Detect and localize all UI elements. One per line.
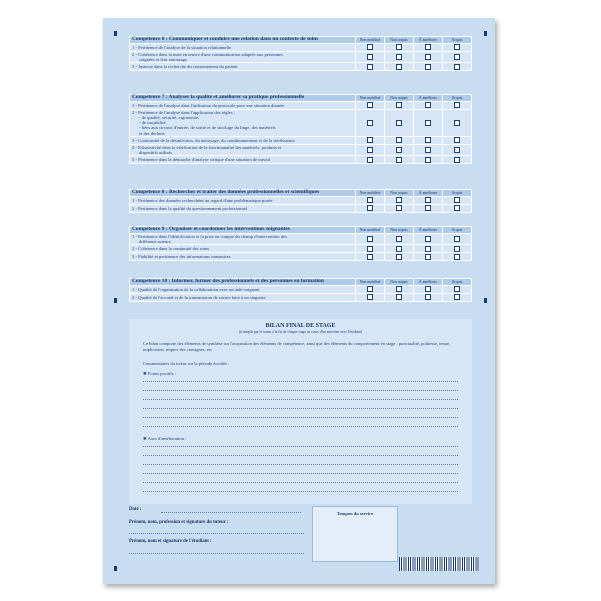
competence-table: [129, 278, 472, 302]
criterion-row: [130, 245, 472, 253]
criterion-label: [130, 136, 356, 144]
criterion-label: [130, 233, 356, 244]
checkbox-cell: [356, 43, 385, 51]
checkbox[interactable]: [396, 294, 402, 300]
checkbox-cell: [443, 101, 472, 109]
column-header: Non mobilisé: [356, 227, 385, 234]
criterion-text: 2 - Cohérence dans la continuité des soins: [132, 246, 210, 252]
checkbox[interactable]: [454, 246, 460, 252]
checkbox[interactable]: [396, 137, 402, 143]
checkbox[interactable]: [454, 254, 460, 260]
checkbox[interactable]: [425, 137, 431, 143]
barcode: [399, 557, 479, 571]
checkbox-cell: [443, 293, 472, 301]
checkbox-cell: [385, 233, 414, 244]
checkbox[interactable]: [425, 157, 431, 163]
criterion-row: [130, 285, 472, 293]
checkbox-cell: [356, 136, 385, 144]
column-header: Acquis: [443, 279, 472, 286]
checkbox-cell: [443, 245, 472, 253]
competence-title: Compétence 8 : Rechercher et traiter des données professionnelles et scientifiques: [130, 190, 356, 197]
criterion-text: 2 - Pertinence dans la qualité du questionnement professionnel: [132, 205, 248, 211]
registration-mark-bottom-left: [114, 566, 117, 571]
checkbox-cell: [385, 109, 414, 136]
checkbox-cell: [443, 144, 472, 155]
checkbox-cell: [414, 43, 443, 51]
bilan-subtitle: (à remplir par le tuteur à la fin de chaque stage au cours d'un entretien avec l'étudiant): [238, 330, 363, 334]
checkbox[interactable]: [396, 44, 402, 50]
checkbox[interactable]: [367, 157, 373, 163]
criterion-row: [130, 156, 472, 164]
service-stamp-label: Tampon du service: [336, 511, 374, 516]
criterion-text: 2 - Cohérence dans la mise en œuvre d'une communication adaptée aux personnes: [132, 51, 283, 57]
checkbox[interactable]: [454, 64, 460, 70]
column-header: Non mobilisé: [356, 190, 385, 197]
column-header: Non mobilisé: [356, 95, 385, 102]
criterion-text: dispositifs utilisés: [139, 150, 173, 156]
checkbox[interactable]: [454, 205, 460, 211]
checkbox[interactable]: [396, 286, 402, 292]
competence-title: Compétence 9 : Organiser et coordonner les interventions soignantes: [130, 227, 356, 234]
criterion-row: [130, 253, 472, 261]
column-header: À améliorer: [414, 279, 443, 286]
checkbox-cell: [385, 204, 414, 212]
writing-line[interactable]: [143, 390, 458, 391]
tutor-comments-label: Commentaires du tuteur sur la période écoulée :: [143, 361, 230, 366]
improvement-label: [143, 436, 186, 442]
competence-table: [129, 189, 472, 213]
checkbox[interactable]: [425, 102, 431, 108]
checkbox-cell: [443, 156, 472, 164]
column-header: Non acquis: [385, 37, 414, 44]
criterion-text: 1 - Pertinence de l'analyse de la situation relationnelle: [132, 44, 232, 50]
column-header: Non mobilisé: [356, 279, 385, 286]
criterion-row: [130, 233, 472, 244]
criterion-row: [130, 63, 472, 71]
checkbox[interactable]: [425, 294, 431, 300]
checkbox[interactable]: [396, 120, 402, 126]
checkbox[interactable]: [454, 137, 460, 143]
checkbox-cell: [385, 285, 414, 293]
checkbox[interactable]: [454, 147, 460, 153]
criterion-text: 2 - Pertinence de l'analyse dans l'application des règles :: [132, 109, 236, 115]
checkbox[interactable]: [367, 205, 373, 211]
checkbox[interactable]: [454, 294, 460, 300]
tutor-signature-line[interactable]: [129, 533, 304, 534]
checkbox[interactable]: [425, 205, 431, 211]
improvement-text: Axes d'amélioration :: [147, 436, 187, 441]
checkbox[interactable]: [425, 64, 431, 70]
bullet-icon: ✱: [143, 371, 148, 376]
checkbox-cell: [414, 109, 443, 136]
checkbox-cell: [443, 43, 472, 51]
column-header: Non acquis: [385, 227, 414, 234]
criterion-row: [130, 101, 472, 109]
checkbox-cell: [443, 253, 472, 261]
checkbox[interactable]: [425, 54, 431, 60]
criterion-row: [130, 293, 472, 301]
checkbox[interactable]: [425, 44, 431, 50]
checkbox-cell: [414, 144, 443, 155]
checkbox-cell: [414, 293, 443, 301]
criterion-label: [130, 285, 356, 293]
criterion-label: [130, 196, 356, 204]
checkbox-cell: [356, 63, 385, 71]
writing-line[interactable]: [143, 464, 458, 465]
checkbox[interactable]: [425, 147, 431, 153]
writing-line[interactable]: [143, 417, 458, 418]
criterion-label: [130, 101, 356, 109]
checkbox-cell: [443, 109, 472, 136]
checkbox[interactable]: [396, 157, 402, 163]
checkbox[interactable]: [367, 102, 373, 108]
column-header: Acquis: [443, 227, 472, 234]
checkbox-cell: [414, 51, 443, 62]
criterion-text: - liées aux circuits d'entrée, de sortie et de stockage du linge, des matériels: [139, 125, 276, 131]
checkbox-cell: [414, 245, 443, 253]
checkbox-cell: [414, 63, 443, 71]
column-header: Non acquis: [385, 190, 414, 197]
criterion-text: - de qualité, sécurité, ergonomie,: [139, 115, 200, 120]
checkbox-cell: [385, 156, 414, 164]
criterion-label: [130, 43, 356, 51]
checkbox-cell: [356, 101, 385, 109]
competence-table: [129, 94, 472, 164]
bilan-section: [129, 319, 472, 504]
criterion-row: [130, 51, 472, 62]
checkbox-cell: [443, 204, 472, 212]
criterion-text: 1 - Pertinence de l'analyse dans l'utilisation du protocole pour une situation donnée: [132, 102, 285, 108]
checkbox-cell: [443, 285, 472, 293]
checkbox[interactable]: [367, 44, 373, 50]
criterion-label: [130, 109, 356, 136]
checkbox[interactable]: [425, 286, 431, 292]
checkbox[interactable]: [454, 54, 460, 60]
checkbox[interactable]: [367, 147, 373, 153]
checkbox-cell: [385, 245, 414, 253]
criterion-text: 2 - Qualité de l'accueil et de la transmission de savoir-faire à un stagiaire: [132, 294, 266, 300]
checkbox-cell: [385, 144, 414, 155]
column-header: Acquis: [443, 37, 472, 44]
checkbox[interactable]: [454, 197, 460, 203]
checkbox[interactable]: [367, 137, 373, 143]
checkbox-cell: [356, 253, 385, 261]
checkbox[interactable]: [454, 102, 460, 108]
checkbox[interactable]: [454, 286, 460, 292]
checkbox-cell: [414, 253, 443, 261]
writing-line[interactable]: [143, 482, 458, 483]
date-label: Date :: [129, 507, 142, 512]
criterion-label: [130, 253, 356, 261]
column-header: Non acquis: [385, 95, 414, 102]
criterion-row: [130, 144, 472, 155]
registration-mark-top-left: [114, 31, 117, 36]
criterion-text: et des déchets: [139, 130, 165, 136]
checkbox-cell: [385, 196, 414, 204]
checkbox-cell: [414, 233, 443, 244]
writing-line[interactable]: [143, 408, 458, 409]
competence-title: Compétence 7 : Analyser la qualité et améliorer sa pratique professionnelle: [130, 95, 356, 102]
column-header: À améliorer: [414, 37, 443, 44]
criterion-text: 4 - Exhaustivité dans la vérification de la fonctionnalité des matériels, produits et: [132, 144, 282, 150]
criterion-text: - de traçabilité,: [139, 120, 167, 126]
criterion-label: [130, 156, 356, 164]
column-header: À améliorer: [414, 190, 443, 197]
checkbox[interactable]: [425, 197, 431, 203]
writing-line[interactable]: [143, 399, 458, 400]
checkbox-cell: [414, 204, 443, 212]
checkbox[interactable]: [396, 197, 402, 203]
checkbox[interactable]: [396, 102, 402, 108]
checkbox[interactable]: [396, 205, 402, 211]
writing-line[interactable]: [143, 491, 458, 492]
checkbox[interactable]: [367, 246, 373, 252]
registration-mark-mid-right: [484, 298, 487, 303]
checkbox-cell: [443, 51, 472, 62]
checkbox[interactable]: [454, 44, 460, 50]
checkbox[interactable]: [396, 236, 402, 242]
checkbox-cell: [356, 285, 385, 293]
checkbox-cell: [385, 63, 414, 71]
checkbox-cell: [356, 196, 385, 204]
competence-title: Compétence 10 : Informer, former des professionnels et des personnes en formation: [130, 279, 356, 286]
date-line[interactable]: [161, 512, 301, 513]
criterion-text: 5 - Pertinence dans la démarche d'analyse critique d'une situation de travail: [132, 157, 271, 163]
positive-points-label: [143, 371, 176, 377]
competence-title: Compétence 6 : Communiquer et conduire une relation dans un contexte de soins: [130, 37, 356, 44]
checkbox[interactable]: [425, 254, 431, 260]
criterion-label: [130, 204, 356, 212]
column-header: Acquis: [443, 190, 472, 197]
checkbox[interactable]: [396, 147, 402, 153]
checkbox-cell: [356, 144, 385, 155]
checkbox-cell: [443, 136, 472, 144]
column-header: Acquis: [443, 95, 472, 102]
competence-table: [129, 36, 472, 71]
criterion-label: [130, 144, 356, 155]
checkbox[interactable]: [367, 197, 373, 203]
writing-line[interactable]: [143, 473, 458, 474]
column-header: À améliorer: [414, 227, 443, 234]
writing-line[interactable]: [143, 426, 458, 427]
positive-points-text: Points positifs :: [147, 371, 176, 376]
checkbox[interactable]: [367, 64, 373, 70]
criterion-label: [130, 51, 356, 62]
checkbox-cell: [356, 233, 385, 244]
checkbox[interactable]: [425, 246, 431, 252]
bullet-icon: ✱: [143, 436, 148, 441]
criterion-text: 1 - Pertinence dans l'identification et la prise en compte du champ d'intervention des: [132, 233, 287, 239]
service-stamp-box[interactable]: [312, 506, 398, 562]
checkbox-cell: [356, 156, 385, 164]
checkbox[interactable]: [425, 120, 431, 126]
checkbox[interactable]: [454, 236, 460, 242]
checkbox[interactable]: [396, 54, 402, 60]
checkbox-cell: [385, 101, 414, 109]
checkbox[interactable]: [454, 120, 460, 126]
checkbox-cell: [385, 51, 414, 62]
column-header: À améliorer: [414, 95, 443, 102]
checkbox-cell: [356, 293, 385, 301]
checkbox-cell: [414, 101, 443, 109]
checkbox-cell: [356, 245, 385, 253]
writing-line[interactable]: [143, 455, 458, 456]
criterion-text: 3 - Conformité de la désinfection, du nettoyage, du conditionnement et de la stérilisation: [132, 137, 295, 143]
checkbox-cell: [356, 109, 385, 136]
form-sheet: [103, 18, 495, 584]
checkbox[interactable]: [367, 294, 373, 300]
checkbox[interactable]: [367, 254, 373, 260]
writing-line[interactable]: [143, 446, 458, 447]
checkbox-cell: [385, 43, 414, 51]
checkbox-cell: [443, 63, 472, 71]
checkbox-cell: [414, 285, 443, 293]
registration-mark-mid-left: [114, 298, 117, 303]
checkbox-cell: [443, 233, 472, 244]
criterion-text: 3 - Justesse dans la recherche du consentement du patient: [132, 64, 238, 70]
student-signature-line[interactable]: [129, 553, 304, 554]
checkbox-cell: [443, 196, 472, 204]
competence-table: [129, 226, 472, 261]
criterion-text: différents acteurs: [139, 239, 171, 244]
checkbox[interactable]: [396, 64, 402, 70]
checkbox-cell: [356, 204, 385, 212]
checkbox[interactable]: [367, 236, 373, 242]
criterion-row: [130, 109, 472, 136]
checkbox-cell: [356, 51, 385, 62]
criterion-label: [130, 63, 356, 71]
checkbox[interactable]: [367, 54, 373, 60]
criterion-row: [130, 204, 472, 212]
criterion-label: [130, 293, 356, 301]
bilan-description: Ce bilan comporte des éléments de synthèse sur l'acquisition des éléments de compétence, ainsi que des éléments du comportement en stage : ponctualité, politesse, tenue, implication, respect des consignes, etc …: [143, 341, 450, 352]
checkbox-cell: [414, 196, 443, 204]
checkbox-cell: [414, 136, 443, 144]
criterion-row: [130, 196, 472, 204]
checkbox-cell: [385, 253, 414, 261]
criterion-text: 1 - Pertinence des données recherchées au regard d'une problématique posée: [132, 197, 273, 203]
checkbox[interactable]: [396, 246, 402, 252]
checkbox-cell: [385, 293, 414, 301]
checkbox[interactable]: [396, 254, 402, 260]
criterion-row: [130, 43, 472, 51]
student-signature-label: Prénom, nom et signature de l'étudiant :: [129, 539, 212, 544]
checkbox[interactable]: [425, 236, 431, 242]
criterion-text: 1 - Qualité de l'organisation de la collaboration avec un aide-soignant: [132, 286, 260, 292]
column-header: Non mobilisé: [356, 37, 385, 44]
checkbox[interactable]: [367, 286, 373, 292]
tutor-signature-label: Prénom, nom, profession et signature du tuteur :: [129, 520, 229, 525]
checkbox[interactable]: [454, 157, 460, 163]
checkbox[interactable]: [367, 120, 373, 126]
criterion-row: [130, 136, 472, 144]
criterion-text: soignées et leur entourage: [139, 57, 187, 62]
checkbox-cell: [385, 136, 414, 144]
checkbox-cell: [414, 156, 443, 164]
criterion-label: [130, 245, 356, 253]
column-header: Non acquis: [385, 279, 414, 286]
criterion-text: 3 - Fiabilité et pertinence des informations transmises: [132, 254, 231, 260]
bilan-title: BILAN FINAL DE STAGE: [265, 323, 336, 329]
registration-mark-top-right: [484, 31, 487, 36]
writing-line[interactable]: [143, 381, 458, 382]
